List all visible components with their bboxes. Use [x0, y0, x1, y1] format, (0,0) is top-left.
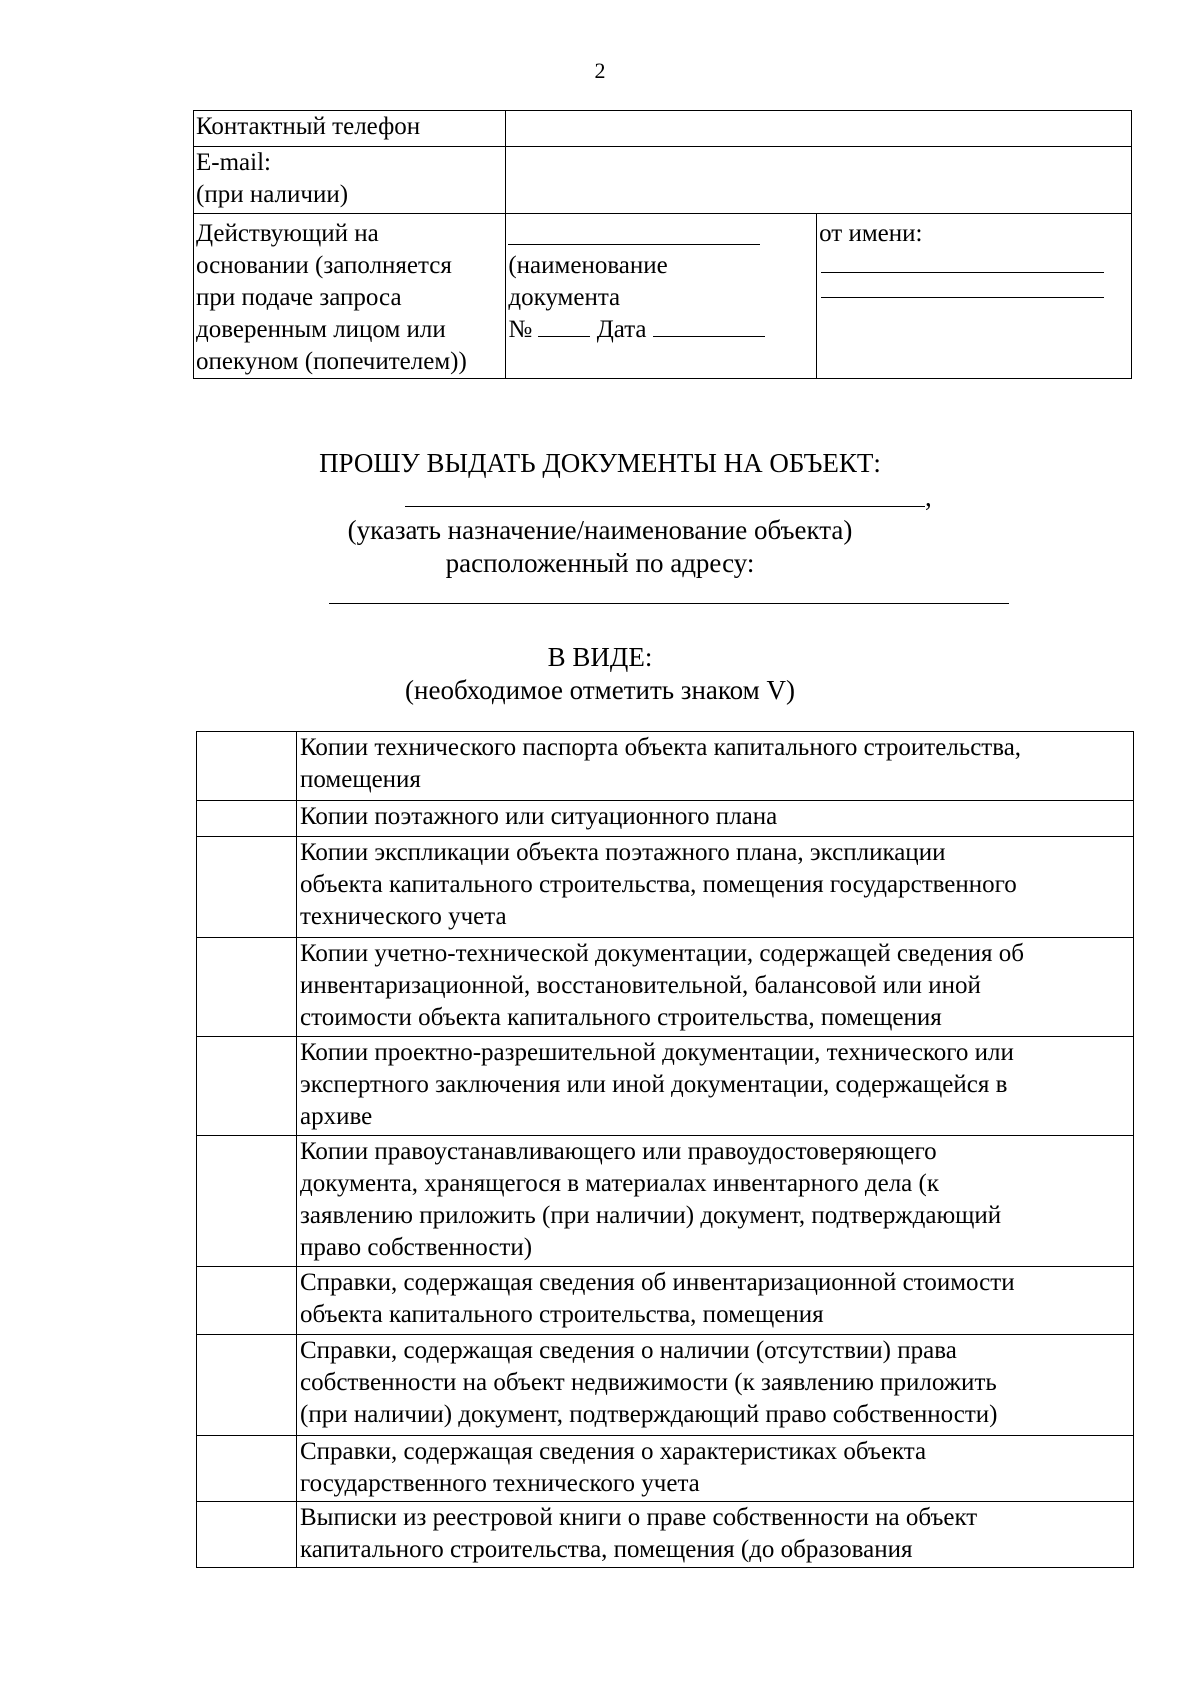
phone-field[interactable]	[506, 111, 1132, 147]
contact-table	[193, 110, 1132, 379]
document-number-line[interactable]	[538, 314, 590, 337]
option-checkbox[interactable]	[197, 837, 297, 938]
option-checkbox[interactable]	[197, 1335, 297, 1436]
option-text: Выписки из реестровой книги о праве собственности на объект капитального строительства, помещения (до образования	[297, 1502, 1134, 1568]
document-name-line[interactable]	[508, 218, 760, 245]
basis-document-cell: (наименование документа № Дата	[506, 214, 817, 379]
option-row	[197, 801, 1134, 837]
option-text: Копии экспликации объекта поэтажного плана, экспликации объекта капитального строительства, помещения государственного технического учета	[297, 837, 1134, 938]
option-row	[197, 1335, 1134, 1436]
on-behalf-line-2[interactable]	[821, 273, 1104, 298]
option-text: Справки, содержащая сведения об инвентаризационной стоимости объекта капитального строительства, помещения	[297, 1267, 1134, 1335]
option-checkbox[interactable]	[197, 1267, 297, 1335]
option-row	[197, 1502, 1134, 1568]
address-line[interactable]	[329, 603, 1009, 604]
option-row	[197, 1436, 1134, 1502]
option-checkbox[interactable]	[197, 801, 297, 837]
page-number: 2	[594, 58, 606, 83]
option-row	[197, 732, 1134, 801]
form-hint: (необходимое отметить знаком V)	[405, 675, 795, 705]
email-label: E-mail: (при наличии)	[194, 147, 506, 214]
email-field[interactable]	[506, 147, 1132, 214]
option-checkbox[interactable]	[197, 732, 297, 801]
on-behalf-cell: от имени:	[817, 214, 1132, 379]
option-text: Копии технического паспорта объекта капитального строительства, помещения	[297, 732, 1134, 801]
option-text: Копии правоустанавливающего или правоудостоверяющего документа, хранящегося в материалах инвентарного дела (к заявлению приложить (при наличии) документ, подтверждающий право собственности)	[297, 1136, 1134, 1267]
option-row	[197, 1136, 1134, 1267]
option-text: Копии поэтажного или ситуационного плана	[297, 801, 1134, 837]
option-row	[197, 938, 1134, 1037]
object-hint: (указать назначение/наименование объекта)	[347, 515, 853, 545]
option-checkbox[interactable]	[197, 1136, 297, 1267]
object-line[interactable]	[405, 506, 925, 507]
option-text: Справки, содержащая сведения о характеристиках объекта государственного технического учета	[297, 1436, 1134, 1502]
option-row	[197, 1267, 1134, 1335]
address-label: расположенный по адресу:	[445, 548, 755, 578]
phone-label: Контактный телефон	[194, 111, 506, 147]
document-options-table	[196, 731, 1134, 1568]
request-heading: ПРОШУ ВЫДАТЬ ДОКУМЕНТЫ НА ОБЪЕКТ:	[319, 448, 881, 478]
object-line-comma: ,	[925, 482, 932, 512]
option-text: Справки, содержащая сведения о наличии (отсутствии) права собственности на объект недвижимости (к заявлению приложить (при наличии) документ, подтверждающий право собственности)	[297, 1335, 1134, 1436]
option-checkbox[interactable]	[197, 1436, 297, 1502]
on-behalf-line-1[interactable]	[821, 250, 1104, 273]
basis-label: Действующий на основании (заполняется при подаче запроса доверенным лицом или опекуном (попечителем))	[194, 214, 506, 379]
option-checkbox[interactable]	[197, 1037, 297, 1136]
form-heading: В ВИДЕ:	[547, 642, 653, 672]
document-date-line[interactable]	[653, 314, 765, 337]
option-checkbox[interactable]	[197, 1502, 297, 1568]
option-checkbox[interactable]	[197, 938, 297, 1037]
option-row	[197, 1037, 1134, 1136]
option-row	[197, 837, 1134, 938]
option-text: Копии проектно-разрешительной документации, технического или экспертного заключения или иной документации, содержащейся в архиве	[297, 1037, 1134, 1136]
option-text: Копии учетно-технической документации, содержащей сведения об инвентаризационной, восстановительной, балансовой или иной стоимости объекта капитального строительства, помещения	[297, 938, 1134, 1037]
